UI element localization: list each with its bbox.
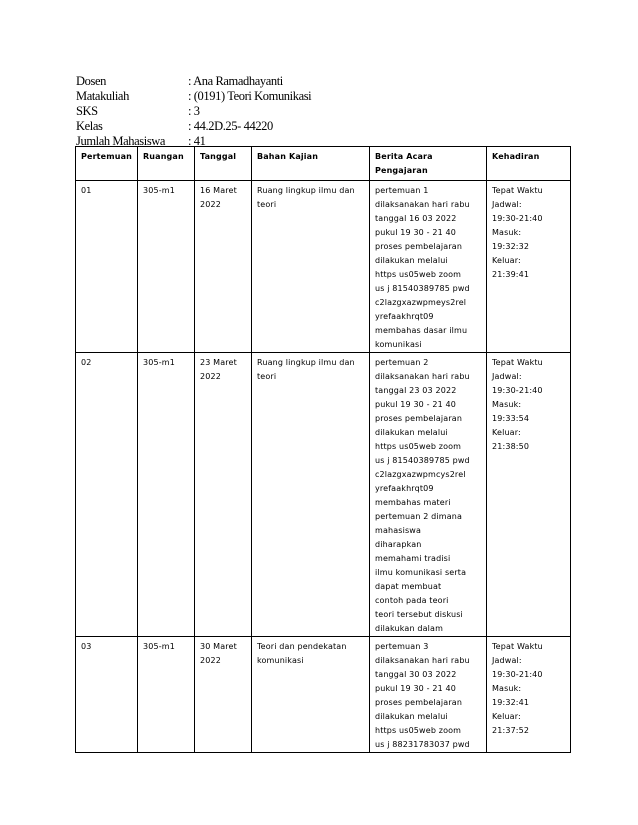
teaching-report-cell-line: dilaksanakan hari rabu: [375, 372, 470, 381]
teaching-report-cell-line: dapat membuat: [375, 582, 442, 591]
topic-cell: [252, 637, 370, 753]
teaching-report-cell-line: tanggal 23 03 2022: [375, 386, 457, 395]
column-header-teaching-report: Berita Acara Pengajaran: [370, 147, 487, 181]
attendance-cell-line: 19:30-21:40: [492, 214, 543, 223]
course-value: : (0191) Teori Komunikasi: [188, 89, 312, 103]
column-header-date: Tanggal: [195, 147, 252, 181]
topic-cell-line: teori: [257, 200, 277, 209]
credits-label: SKS: [76, 104, 98, 118]
teaching-report-cell-line: us j 81540389785 pwd: [375, 456, 470, 465]
date-cell: [195, 181, 252, 353]
room-cell: 305-m1: [138, 353, 195, 637]
teaching-report-cell-line: tanggal 16 03 2022: [375, 214, 457, 223]
room-cell: 305-m1: [138, 181, 195, 353]
attendance-cell-line: 21:38:50: [492, 442, 530, 451]
column-header-attendance: Kehadiran: [487, 147, 571, 181]
teaching-report-cell: [370, 181, 487, 353]
teaching-report-cell-line: dilakukan melalui: [375, 256, 448, 265]
date-cell-line: 23 Maret: [200, 358, 237, 367]
column-header-meeting: Pertemuan: [76, 147, 138, 181]
attendance-cell-line: Jadwal:: [492, 656, 522, 665]
attendance-cell-line: Masuk:: [492, 400, 522, 409]
teaching-report-cell: [370, 637, 487, 753]
header-row: [76, 147, 571, 181]
meeting-number-cell: 02: [76, 353, 138, 637]
student-count-value: : 41: [188, 134, 206, 148]
attendance-cell-line: Tepat Waktu: [492, 358, 543, 367]
attendance-cell: [487, 637, 571, 753]
teaching-report-cell-line: tanggal 30 03 2022: [375, 670, 457, 679]
teaching-report-cell-line: https us05web zoom: [375, 726, 462, 735]
teaching-report-cell-line: dilakukan melalui: [375, 712, 448, 721]
teaching-report-cell-line: proses pembelajaran: [375, 698, 463, 707]
teaching-report-cell-line: pukul 19 30 - 21 40: [375, 400, 456, 409]
teaching-report-cell-line: https us05web zoom: [375, 442, 462, 451]
lecturer-label: Dosen: [76, 74, 106, 88]
room-cell: 305-m1: [138, 637, 195, 753]
teaching-report-cell: [370, 353, 487, 637]
course-row: [76, 89, 311, 104]
teaching-report-cell-line: dilakukan melalui: [375, 428, 448, 437]
table-row: [76, 181, 571, 353]
table-row: [76, 353, 571, 637]
attendance-cell-line: Jadwal:: [492, 200, 522, 209]
date-cell-line: 16 Maret: [200, 186, 237, 195]
date-cell-line: 2022: [200, 200, 221, 209]
date-cell-line: 2022: [200, 656, 221, 665]
attendance-cell-line: 21:37:52: [492, 726, 530, 735]
table-row: [76, 637, 571, 753]
teaching-report-cell-line: c2lazgxazwpmeys2rel: [375, 298, 467, 307]
attendance-cell-line: Tepat Waktu: [492, 642, 543, 651]
teaching-report-cell-line: pertemuan 1: [375, 186, 429, 195]
teaching-report-cell-line: dilakukan dalam: [375, 624, 444, 633]
table-header: [76, 147, 571, 181]
column-header-room: Ruangan: [138, 147, 195, 181]
attendance-cell-line: 19:30-21:40: [492, 386, 543, 395]
attendance-cell-line: 19:30-21:40: [492, 670, 543, 679]
date-cell: [195, 637, 252, 753]
topic-cell-line: Ruang lingkup ilmu dan: [257, 186, 355, 195]
teaching-report-cell-line: https us05web zoom: [375, 270, 462, 279]
teaching-report-cell-line: pukul 19 30 - 21 40: [375, 684, 456, 693]
course-label: Matakuliah: [76, 89, 129, 103]
teaching-report-cell-line: teori tersebut diskusi: [375, 610, 463, 619]
attendance-cell-line: Jadwal:: [492, 372, 522, 381]
teaching-report-cell-line: komunikasi: [375, 340, 422, 349]
teaching-report-cell-line: proses pembelajaran: [375, 242, 463, 251]
teaching-report-cell-line: dilaksanakan hari rabu: [375, 200, 470, 209]
meeting-number-cell: 01: [76, 181, 138, 353]
teaching-report-cell-line: proses pembelajaran: [375, 414, 463, 423]
lecturer-row: [76, 74, 311, 89]
topic-cell-line: Teori dan pendekatan: [257, 642, 347, 651]
date-cell-line: 2022: [200, 372, 221, 381]
credits-value: : 3: [188, 104, 200, 118]
teaching-report-cell-line: membahas materi: [375, 498, 451, 507]
teaching-report-cell-line: us j 81540389785 pwd: [375, 284, 470, 293]
attendance-cell-line: 19:33:54: [492, 414, 530, 423]
teaching-report-cell-line: pertemuan 2: [375, 358, 429, 367]
teaching-report-cell-line: membahas dasar ilmu: [375, 326, 468, 335]
lecturer-value: : Ana Ramadhayanti: [188, 74, 283, 88]
teaching-report-cell-line: c2lazgxazwpmcys2rel: [375, 470, 466, 479]
date-cell: [195, 353, 252, 637]
attendance-cell: [487, 353, 571, 637]
topic-cell-line: Ruang lingkup ilmu dan: [257, 358, 355, 367]
credits-row: [76, 104, 311, 119]
class-label: Kelas: [76, 119, 103, 133]
class-row: [76, 119, 311, 134]
topic-cell: [252, 353, 370, 637]
teaching-report-cell-line: contoh pada teori: [375, 596, 449, 605]
attendance-cell-line: 19:32:41: [492, 698, 530, 707]
teaching-report-cell-line: pertemuan 3: [375, 642, 429, 651]
attendance-cell-line: Tepat Waktu: [492, 186, 543, 195]
date-cell-line: 30 Maret: [200, 642, 237, 651]
attendance-cell-line: Keluar:: [492, 712, 521, 721]
attendance-cell-line: Keluar:: [492, 256, 521, 265]
attendance-cell-line: Masuk:: [492, 228, 522, 237]
teaching-report-cell-line: diharapkan: [375, 540, 422, 549]
teaching-report-cell-line: ilmu komunikasi serta: [375, 568, 467, 577]
teaching-report-cell-line: pukul 19 30 - 21 40: [375, 228, 456, 237]
topic-cell-line: teori: [257, 372, 277, 381]
topic-cell: [252, 181, 370, 353]
attendance-cell-line: Masuk:: [492, 684, 522, 693]
column-header-topic: Bahan Kajian: [252, 147, 370, 181]
teaching-report-cell-line: mahasiswa: [375, 526, 422, 535]
teaching-report-cell-line: yrefaakhrqt09: [375, 484, 434, 493]
student-count-label: Jumlah Mahasiswa: [76, 134, 166, 148]
class-value: : 44.2D.25- 44220: [188, 119, 273, 133]
meeting-number-cell: 03: [76, 637, 138, 753]
course-info: [76, 74, 311, 149]
teaching-report-cell-line: yrefaakhrqt09: [375, 312, 434, 321]
teaching-report-cell-line: memahami tradisi: [375, 554, 451, 563]
teaching-journal-table: [75, 146, 571, 753]
teaching-report-cell-line: dilaksanakan hari rabu: [375, 656, 470, 665]
attendance-cell-line: Keluar:: [492, 428, 521, 437]
attendance-cell-line: 21:39:41: [492, 270, 530, 279]
table-body: [76, 181, 571, 753]
teaching-report-cell-line: pertemuan 2 dimana: [375, 512, 463, 521]
attendance-cell-line: 19:32:32: [492, 242, 530, 251]
topic-cell-line: komunikasi: [257, 656, 304, 665]
attendance-cell: [487, 181, 571, 353]
teaching-report-cell-line: us j 88231783037 pwd: [375, 740, 470, 749]
